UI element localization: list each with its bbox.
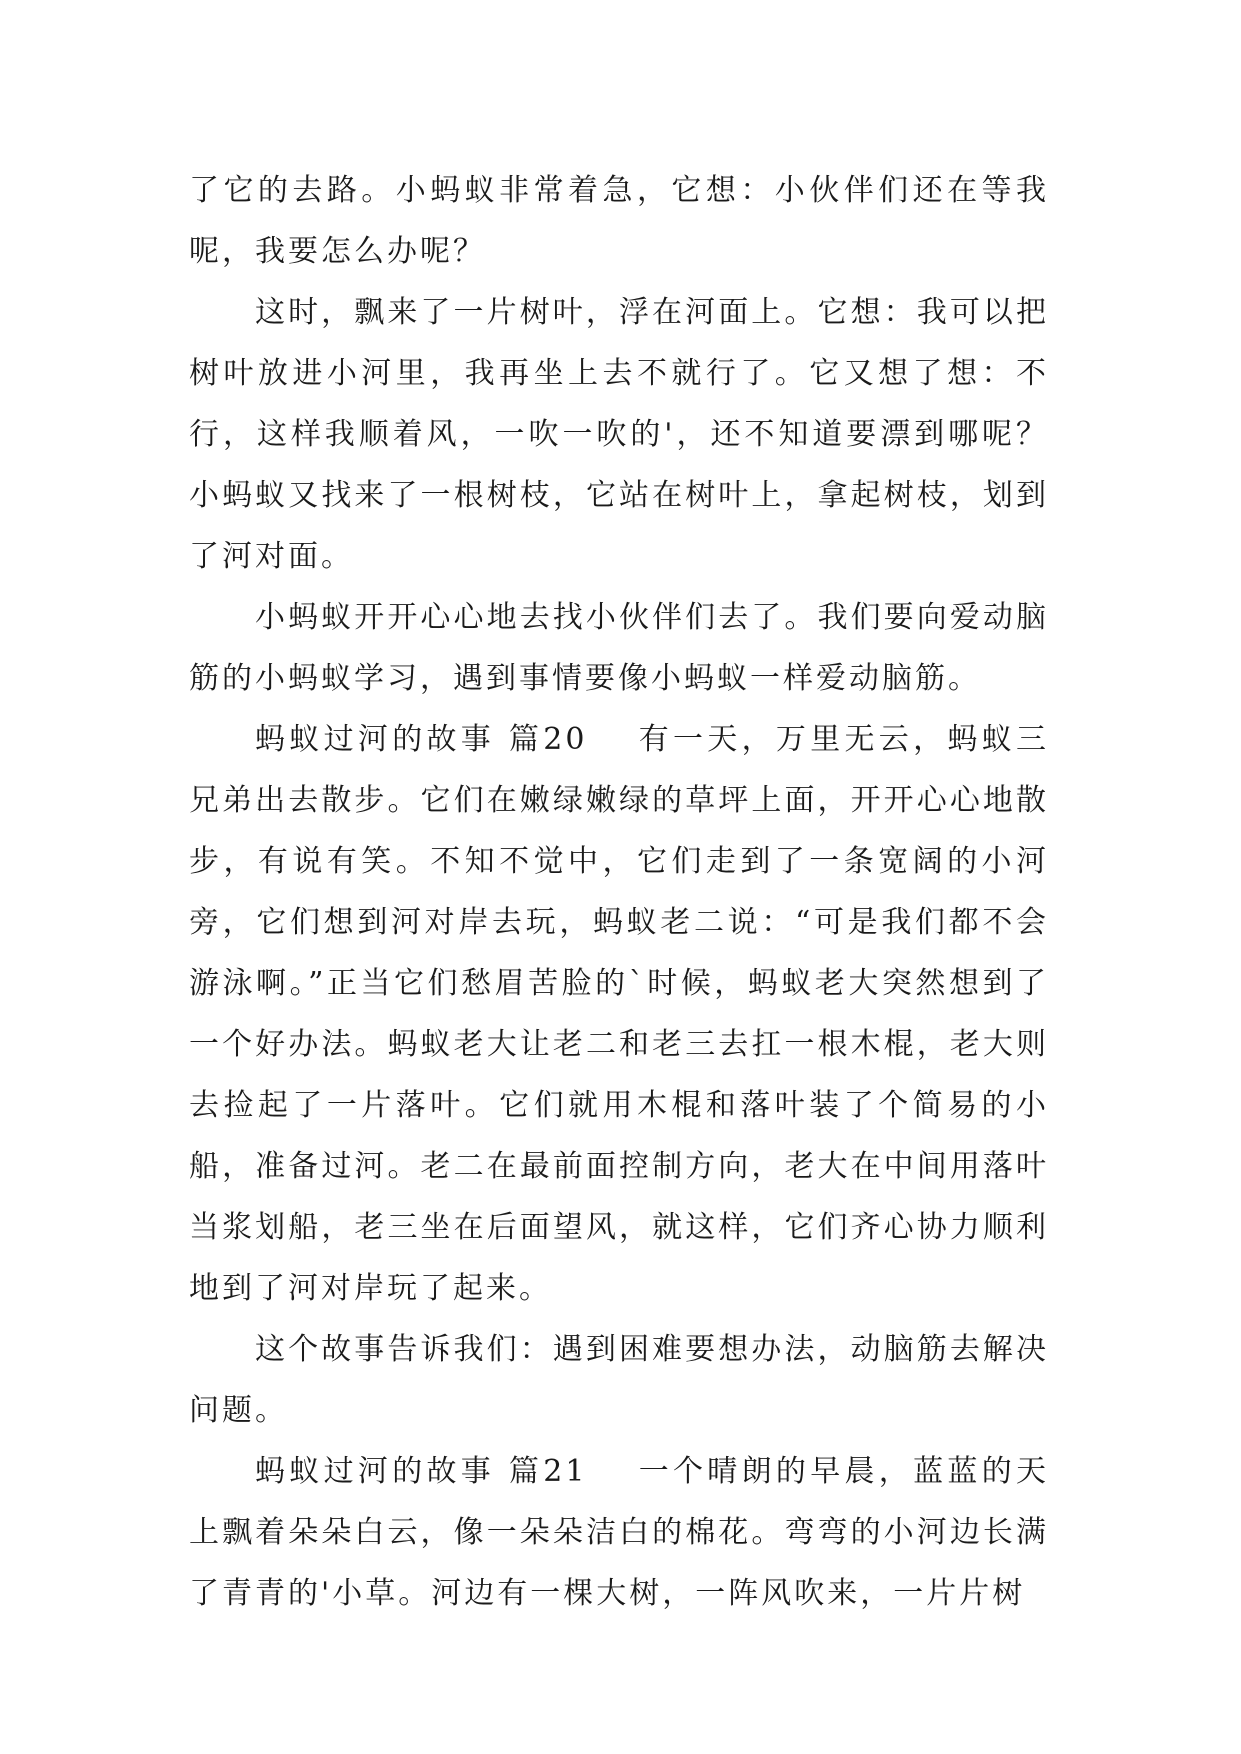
paragraph-2 xyxy=(189,282,1049,587)
paragraph-2-text: 这时，飘来了一片树叶，浮在河面上。它想：我可以把树叶放进小河里，我再坐上去不就行了。它又想了想：不行，这样我顺着风，一吹一吹的'，还不知道要漂到哪呢？小蚂蚁又找来了一根树枝，它站在树叶上，拿起树枝，划到了河对面。 xyxy=(189,295,1049,574)
paragraph-1-text: 了它的去路。小蚂蚁非常着急，它想：小伙伴们还在等我呢，我要怎么办呢？ xyxy=(189,173,1049,269)
paragraph-6-text: 一个晴朗的早晨，蓝蓝的天上飘着朵朵白云，像一朵朵洁白的棉花。弯弯的小河边长满了青青的'小草。河边有一棵大树，一阵风吹来，一片片树 xyxy=(189,1454,1049,1611)
paragraph-3 xyxy=(189,587,1049,709)
paragraph-5 xyxy=(189,1319,1049,1441)
document-body xyxy=(189,160,1049,1624)
section-heading-21: 蚂蚁过河的故事 篇21 xyxy=(255,1454,588,1489)
paragraph-1 xyxy=(189,160,1049,282)
paragraph-4-text: 有一天，万里无云，蚂蚁三兄弟出去散步。它们在嫩绿嫩绿的草坪上面，开开心心地散步，有说有笑。不知不觉中，它们走到了一条宽阔的小河旁，它们想到河对岸去玩，蚂蚁老二说：“可是我们都不会游泳啊。”正当它们愁眉苦脸的`时候，蚂蚁老大突然想到了一个好办法。蚂蚁老大让老二和老三去扛一根木棍，老大则去捡起了一片落叶。它们就用木棍和落叶装了个简易的小船，准备过河。老二在最前面控制方向，老大在中间用落叶当浆划船，老三坐在后面望风，就这样，它们齐心协力顺利地到了河对岸玩了起来。 xyxy=(189,722,1049,1306)
paragraph-6 xyxy=(189,1441,1049,1624)
paragraph-4 xyxy=(189,709,1049,1319)
paragraph-5-text: 这个故事告诉我们：遇到困难要想办法，动脑筋去解决问题。 xyxy=(189,1332,1049,1428)
paragraph-3-text: 小蚂蚁开开心心地去找小伙伴们去了。我们要向爱动脑筋的小蚂蚁学习，遇到事情要像小蚂蚁一样爱动脑筋。 xyxy=(189,600,1049,696)
section-heading-20: 蚂蚁过河的故事 篇20 xyxy=(255,722,588,757)
